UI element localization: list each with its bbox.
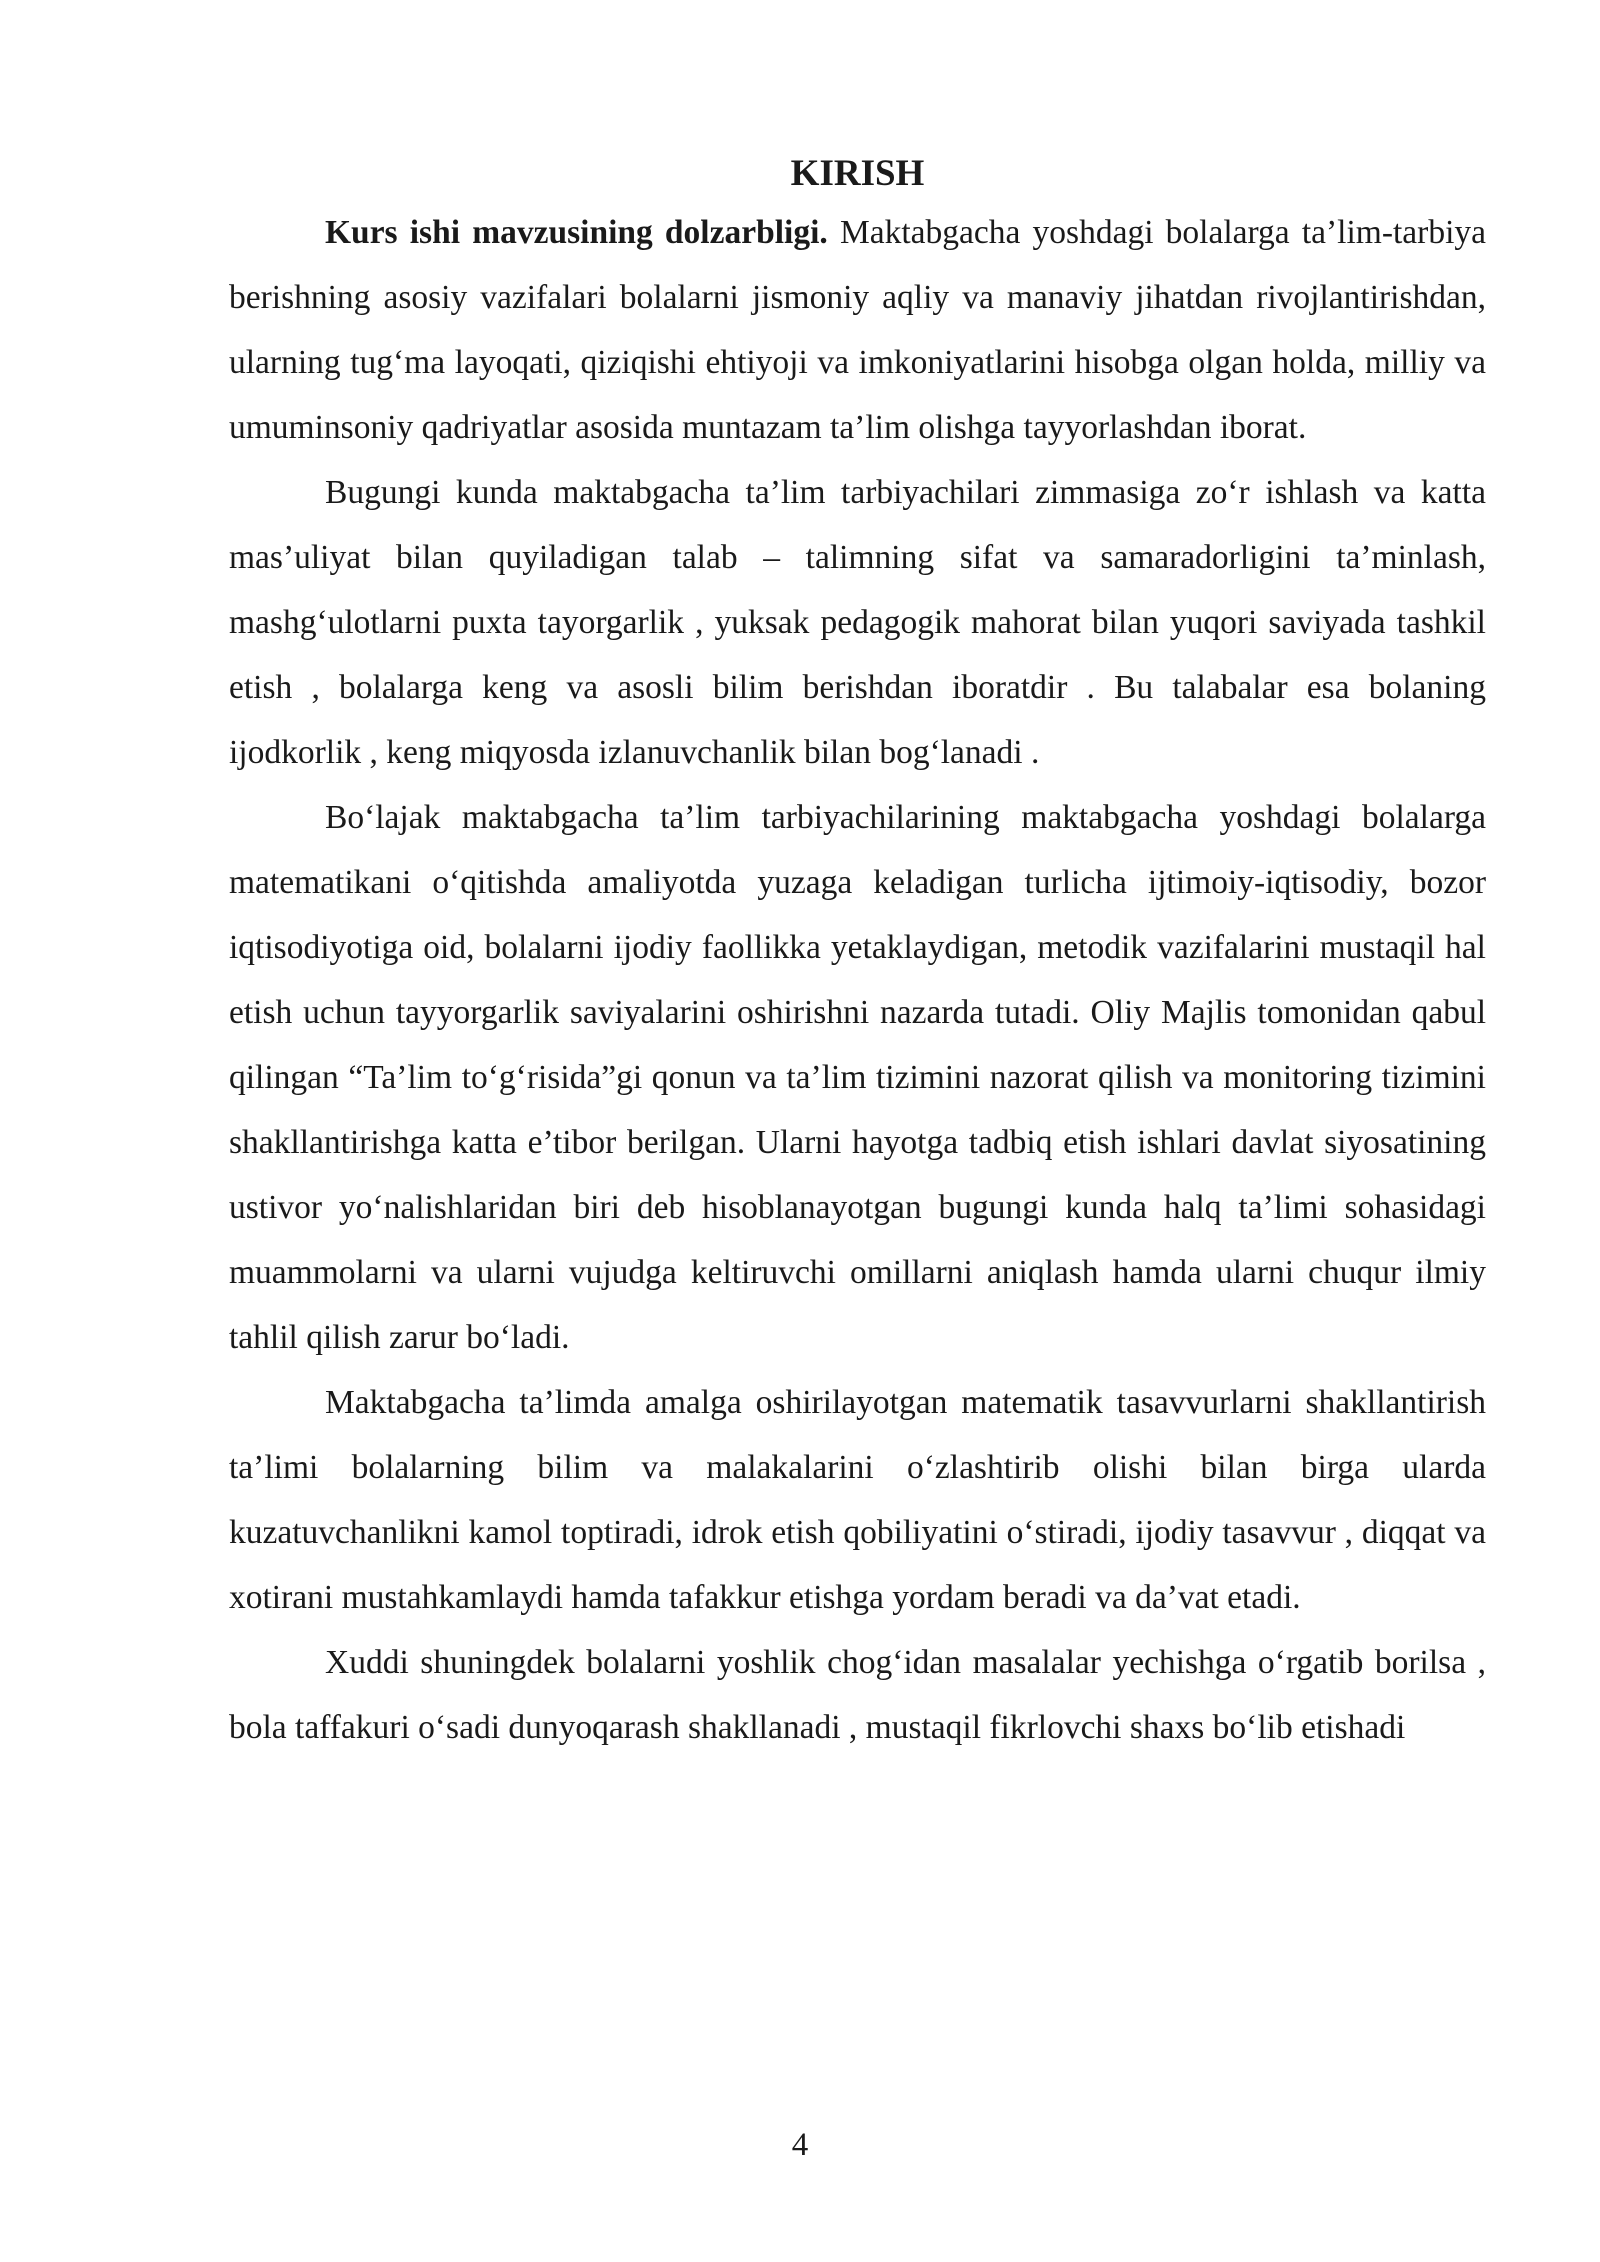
paragraph-text: Maktabgacha yoshdagi bolalarga ta’lim-tarbiya berishning asosiy vazifalari bolalarni jismoniy aqliy va manaviy jihatdan rivojlantirishdan, ularning tug‘ma layoqati, qiziqishi ehtiyoji va imkoniyatlarini hisobga olgan holda, milliy va umuminsoniy qadriyatlar asosida muntazam ta’lim olishga tayyorlashdan iborat.	[229, 214, 1486, 446]
page-number: 4	[791, 2127, 809, 2163]
paragraph-4: Maktabgacha ta’limda amalga oshirilayotgan matematik tasavvurlarni shakllantirish ta’limi bolalarning bilim va malakalarini o‘zlashtirib olishi bilan birga ularda kuzatuvchanlikni kamol toptiradi, idrok etish qobiliyatini o‘stiradi, ijodiy tasavvur , diqqat va xotirani mustahkamlaydi hamda tafakkur etishga yordam beradi va da’vat etadi.	[229, 1384, 1486, 1616]
paragraph-2: Bugungi kunda maktabgacha ta’lim tarbiyachilari zimmasiga zo‘r ishlash va katta mas’uliyat bilan quyiladigan talab – talimning sifat va samaradorligini ta’minlash, mashg‘ulotlarni puxta tayorgarlik , yuksak pedagogik mahorat bilan yuqori saviyada tashkil etish , bolalarga keng va asosli bilim berishdan iboratdir . Bu talabalar esa bolaning ijodkorlik , keng miqyosda izlanuvchanlik bilan bog‘lanadi .	[229, 474, 1486, 771]
paragraph-5: Xuddi shuningdek bolalarni yoshlik chog‘idan masalalar yechishga o‘rgatib borilsa , bola taffakuri o‘sadi dunyoqarash shakllanadi , mustaqil fikrlovchi shaxs bo‘lib etishadi	[229, 1644, 1486, 1746]
paragraph-3: Bo‘lajak maktabgacha ta’lim tarbiyachilarining maktabgacha yoshdagi bolalarga matematikani o‘qitishda amaliyotda yuzaga keladigan turlicha ijtimoiy-iqtisodiy, bozor iqtisodiyotiga oid, bolalarni ijodiy faollikka yetaklaydigan, metodik vazifalarini mustaqil hal etish uchun tayyorgarlik saviyalarini oshirishni nazarda tutadi. Oliy Majlis tomonidan qabul qilingan “Ta’lim to‘g‘risida”gi qonun va ta’lim tizimini nazorat qilish va monitoring tizimini shakllantirishga katta e’tibor berilgan. Ularni hayotga tadbiq etish ishlari davlat siyosatining ustivor yo‘nalishlaridan biri deb hisoblanayotgan bugungi kunda halq ta’limi sohasidagi muammolarni va ularni vujudga keltiruvchi omillarni aniqlash hamda ularni chuqur ilmiy tahlil qilish zarur bo‘ladi.	[229, 799, 1486, 1356]
page-body	[229, 148, 1486, 1760]
paragraph-1	[229, 200, 1486, 460]
paragraph-lead: Kurs ishi mavzusining dolzarbligi.	[325, 214, 828, 251]
section-heading: KIRISH	[790, 153, 925, 194]
